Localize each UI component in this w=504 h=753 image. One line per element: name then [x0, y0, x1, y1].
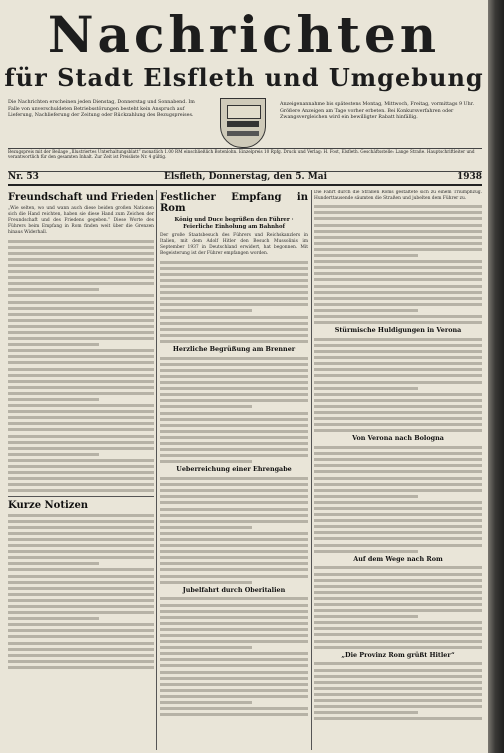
text-line [8, 605, 154, 608]
text-line [8, 471, 154, 474]
text-line [314, 362, 482, 365]
text-line [314, 513, 482, 516]
text-line [8, 252, 154, 255]
text-line [8, 544, 154, 547]
publication-info: Die Nachrichten erscheinen jeden Dienstag, Donnerstag und Sonnabend. Im Falle von unverschuldeten Betriebsstörungen besteht kein Anspruch auf Lieferung, Nachlieferung der Zeitung oder Rückzahlung des Bezugspreises. [8, 100, 195, 118]
text-line [314, 452, 482, 455]
text-line [314, 260, 482, 263]
text-line [160, 556, 308, 559]
text-line [160, 508, 308, 511]
text-line [314, 669, 482, 672]
text-line [160, 689, 308, 692]
text-line [314, 646, 482, 649]
text-line [8, 593, 154, 596]
text-line [8, 398, 99, 401]
text-line [8, 319, 154, 322]
text-line [314, 417, 482, 420]
text-line [8, 246, 154, 249]
text-line [160, 393, 308, 396]
text-line [314, 350, 482, 353]
article-text-lines [160, 597, 308, 716]
text-line [314, 483, 482, 486]
text-line [160, 424, 308, 427]
text-line [8, 526, 154, 529]
text-line [8, 325, 154, 328]
text-line [160, 489, 308, 492]
text-line [160, 597, 308, 600]
text-line [8, 617, 99, 620]
text-line [8, 294, 154, 297]
text-line [314, 531, 482, 534]
text-line [314, 458, 482, 461]
text-line [160, 701, 252, 704]
text-line [314, 501, 482, 504]
text-line [160, 279, 308, 282]
text-line [160, 671, 308, 674]
text-line [314, 266, 482, 269]
text-line [160, 483, 308, 486]
text-line [8, 361, 154, 364]
text-line [160, 640, 308, 643]
text-line [314, 687, 482, 690]
text-line [160, 291, 308, 294]
text-line [160, 634, 308, 637]
text-line [160, 610, 308, 613]
text-line [160, 369, 308, 372]
text-line [314, 717, 482, 720]
text-line [8, 355, 154, 358]
advertising-info: Anzeigenannahme bis spätestens Montag, Mittwoch, Freitag, vormittags 9 Uhr. Größere Anzeigen am Tage vorher erbeten. Bei Konkursverfahren oder Zwangsvergleichen wird ein bewilligter Rabatt hinfällig. [280, 102, 474, 120]
article-text-lines [160, 261, 308, 343]
text-line [160, 334, 308, 337]
text-line [160, 460, 252, 463]
text-line [160, 405, 252, 408]
issue-year: 1938 [456, 172, 482, 182]
text-line [8, 349, 154, 352]
text-line [8, 301, 154, 304]
text-line [8, 666, 154, 669]
issue-number: Nr. 53 [8, 172, 39, 182]
text-line [314, 297, 482, 300]
text-line [160, 664, 308, 667]
text-line [8, 635, 154, 638]
text-line [8, 483, 154, 486]
article-body: Der große Staatsbesuch des Führers und Reichskanzlers in Italien, mit dem Adolf Hitler den Besuch Mussolinis im September 1937 in Deutschland erwidert, hat begonnen. Mit Begeisterung ist der Führer empfangen worden. [160, 233, 308, 257]
issue-date: Elsfleth, Donnerstag, den 5. Mai [164, 172, 327, 182]
text-line [160, 448, 308, 451]
text-line [8, 648, 154, 651]
text-line [160, 568, 308, 571]
text-line [8, 514, 154, 517]
text-line [160, 616, 308, 619]
text-line [314, 429, 482, 432]
article-text-lines [160, 357, 308, 464]
text-line [160, 550, 308, 553]
text-line [8, 623, 154, 626]
text-line [314, 693, 482, 696]
text-line [160, 532, 308, 535]
column-divider [311, 190, 312, 750]
masthead-info-row [8, 100, 482, 146]
column-2 [160, 190, 308, 750]
subheadline-empfang: König und Duce begrüßen den Führer · Feierliche Einholung am Bahnhof [174, 217, 294, 230]
text-line [160, 363, 308, 366]
masthead-subtitle: für Stadt Elsfleth und Umgebung [4, 63, 484, 92]
text-line [314, 470, 482, 473]
text-line [314, 217, 482, 220]
text-line [8, 288, 99, 291]
text-line [314, 615, 418, 618]
text-line [314, 387, 418, 390]
text-line [314, 303, 482, 306]
column-1 [8, 190, 154, 750]
text-line [314, 464, 482, 467]
text-line [8, 282, 154, 285]
text-line [8, 520, 154, 523]
text-line [160, 707, 308, 710]
text-line [314, 519, 482, 522]
text-line [8, 575, 154, 578]
article-text-lines [314, 338, 482, 432]
text-line [8, 435, 154, 438]
text-line [160, 683, 308, 686]
text-line [8, 264, 154, 267]
text-line [314, 537, 482, 540]
text-line [314, 525, 482, 528]
text-line [160, 677, 308, 680]
text-line [8, 629, 154, 632]
headline-verona: Stürmische Huldigungen in Verona [334, 326, 462, 335]
text-line [160, 520, 308, 523]
text-line [160, 442, 308, 445]
text-line [160, 273, 308, 276]
text-line [314, 495, 418, 498]
text-line [160, 436, 308, 439]
headline-ehrengabe: Ueberreichung einer Ehrengabe [176, 465, 292, 474]
headline-brenner: Herzliche Begrüßung am Brenner [172, 344, 296, 353]
text-line [314, 675, 482, 678]
text-line [160, 399, 308, 402]
text-line [8, 368, 154, 371]
text-line [314, 254, 418, 257]
headline-provinz-rom: „Die Provinz Rom grüßt Hitler“ [341, 650, 455, 659]
text-line [8, 568, 154, 571]
text-line [160, 695, 308, 698]
text-line [314, 309, 418, 312]
text-line [160, 328, 308, 331]
text-line [8, 307, 154, 310]
text-line [314, 633, 482, 636]
text-line [8, 459, 154, 462]
text-line [314, 621, 482, 624]
text-line [314, 573, 482, 576]
text-line [160, 477, 308, 480]
masthead-title: Nachrichten [47, 5, 441, 64]
text-line [8, 581, 154, 584]
text-line [160, 604, 308, 607]
text-line [314, 446, 482, 449]
text-line [160, 357, 308, 360]
text-line [314, 381, 482, 384]
text-line [8, 416, 154, 419]
text-line [8, 477, 154, 480]
text-line [314, 205, 482, 208]
text-line [8, 660, 154, 663]
book-binding-edge [488, 0, 504, 753]
text-line [160, 628, 308, 631]
article-text-lines [160, 477, 308, 584]
text-line [160, 713, 308, 716]
text-line [160, 562, 308, 565]
text-line [160, 285, 308, 288]
text-line [160, 412, 308, 415]
text-line [8, 258, 154, 261]
headline-kurze-notizen: Kurze Notizen [8, 499, 89, 511]
text-line [314, 236, 482, 239]
text-line [160, 495, 308, 498]
town-crest-icon [220, 98, 266, 148]
text-line [160, 514, 308, 517]
text-line [8, 556, 154, 559]
text-line [8, 410, 154, 413]
text-line [160, 418, 308, 421]
text-line [314, 272, 482, 275]
text-line [314, 224, 482, 227]
text-line [160, 297, 308, 300]
text-line [8, 654, 154, 657]
text-line [314, 291, 482, 294]
article-text-lines [314, 566, 482, 648]
text-line [160, 652, 308, 655]
text-line [314, 356, 482, 359]
article-text-lines [314, 662, 482, 720]
text-line [314, 489, 482, 492]
text-line [160, 430, 308, 433]
text-line [8, 374, 154, 377]
text-line [160, 544, 308, 547]
text-line [314, 278, 482, 281]
text-line [160, 622, 308, 625]
text-line [160, 526, 252, 529]
article-text-lines [314, 446, 482, 553]
text-line [314, 681, 482, 684]
text-line [8, 422, 154, 425]
text-line [314, 544, 482, 547]
text-line [314, 321, 482, 324]
text-line [8, 343, 99, 346]
text-line [314, 603, 482, 606]
text-line [8, 386, 154, 389]
text-line [160, 501, 308, 504]
text-line [8, 331, 154, 334]
text-line [8, 465, 154, 468]
column-divider [156, 190, 157, 750]
text-line [160, 454, 308, 457]
text-line [160, 538, 308, 541]
text-line [8, 380, 154, 383]
text-line [314, 248, 482, 251]
text-line [8, 441, 154, 444]
text-line [8, 532, 154, 535]
text-line [8, 538, 154, 541]
text-line [8, 392, 154, 395]
text-line [314, 411, 482, 414]
text-line [8, 611, 154, 614]
text-line [8, 404, 154, 407]
text-line [314, 609, 482, 612]
article-text-lines [8, 514, 154, 669]
text-line [8, 489, 154, 492]
text-line [314, 507, 482, 510]
text-line [314, 368, 482, 371]
text-line [314, 211, 482, 214]
text-line [314, 344, 482, 347]
headline-freundschaft: Freundschaft und Frieden [8, 192, 154, 203]
text-line [314, 591, 482, 594]
text-line [314, 423, 482, 426]
article-body: Die Fahrt durch die Straßen Roms gestaltete sich zu einem Triumphzug. Hunderttausende säumten die Straßen und jubelten dem Führer zu. [314, 190, 482, 202]
text-line [160, 303, 308, 306]
text-line [160, 309, 252, 312]
text-line [8, 642, 154, 645]
text-line [314, 242, 482, 245]
text-line [160, 581, 252, 584]
article-text-lines [314, 205, 482, 324]
text-line [8, 276, 154, 279]
text-line [314, 640, 482, 643]
headline-festlicher-empfang: Festlicher Empfang in Rom [160, 192, 308, 214]
text-line [314, 374, 482, 377]
column-3 [314, 190, 482, 750]
text-line [314, 393, 482, 396]
text-line [314, 315, 482, 318]
text-line [8, 550, 154, 553]
text-line [160, 261, 308, 264]
dateline [8, 172, 482, 186]
text-line [314, 230, 482, 233]
text-line [314, 585, 482, 588]
text-line [160, 316, 308, 319]
text-line [160, 658, 308, 661]
text-line [8, 313, 154, 316]
text-line [314, 405, 482, 408]
text-line [160, 375, 308, 378]
divider [8, 496, 154, 497]
text-line [160, 575, 308, 578]
masthead [0, 5, 488, 92]
text-line [314, 711, 418, 714]
text-line [314, 579, 482, 582]
text-line [314, 338, 482, 341]
text-line [314, 699, 482, 702]
text-line [8, 599, 154, 602]
text-line [8, 587, 154, 590]
text-line [160, 646, 252, 649]
text-line [160, 340, 308, 343]
text-line [8, 428, 154, 431]
text-line [314, 597, 482, 600]
text-line [160, 322, 308, 325]
headline-weg-nach-rom: Auf dem Wege nach Rom [353, 554, 443, 563]
text-line [314, 285, 482, 288]
headline-bologna: Von Verona nach Bologna [352, 434, 444, 443]
article-text-lines [8, 240, 154, 493]
text-line [314, 566, 482, 569]
text-line [314, 662, 482, 665]
text-line [8, 270, 154, 273]
text-line [314, 627, 482, 630]
text-line [8, 337, 154, 340]
article-body: „Wie selten, wo und wann auch diese beiden großen Nationen sich die Hand reichten, haben sie diese Hand zum Zeichen der Freundschaft und des Friedens gegeben.“ Diese Worte des Führers beim Empfang in Rom finden weit über die Grenzen hinaus Widerhall. [8, 206, 154, 236]
text-line [314, 477, 482, 480]
text-line [8, 562, 99, 565]
text-line [8, 453, 99, 456]
text-line [8, 240, 154, 243]
headline-oberitalien: Jubelfahrt durch Oberitalien [182, 585, 286, 594]
text-line [314, 550, 418, 553]
text-line [314, 705, 482, 708]
text-line [160, 381, 308, 384]
text-line [160, 387, 308, 390]
text-line [160, 267, 308, 270]
text-line [8, 447, 154, 450]
text-line [314, 399, 482, 402]
subscription-notice: Bezugspreis mit der Beilage „Illustriertes Unterhaltungsblatt“ monatlich 1.00 RM einschließlich Botenlohn. Einzelpreis 10 Rpfg. Druck und Verlag: H. Fost, Elsfleth. Geschäftsstelle: Lange Straße. Hauptschriftleiter und verantwortlich für den gesamten Inhalt. Zur Zeit ist Preisliste Nr. 4 gültig. [8, 148, 482, 172]
